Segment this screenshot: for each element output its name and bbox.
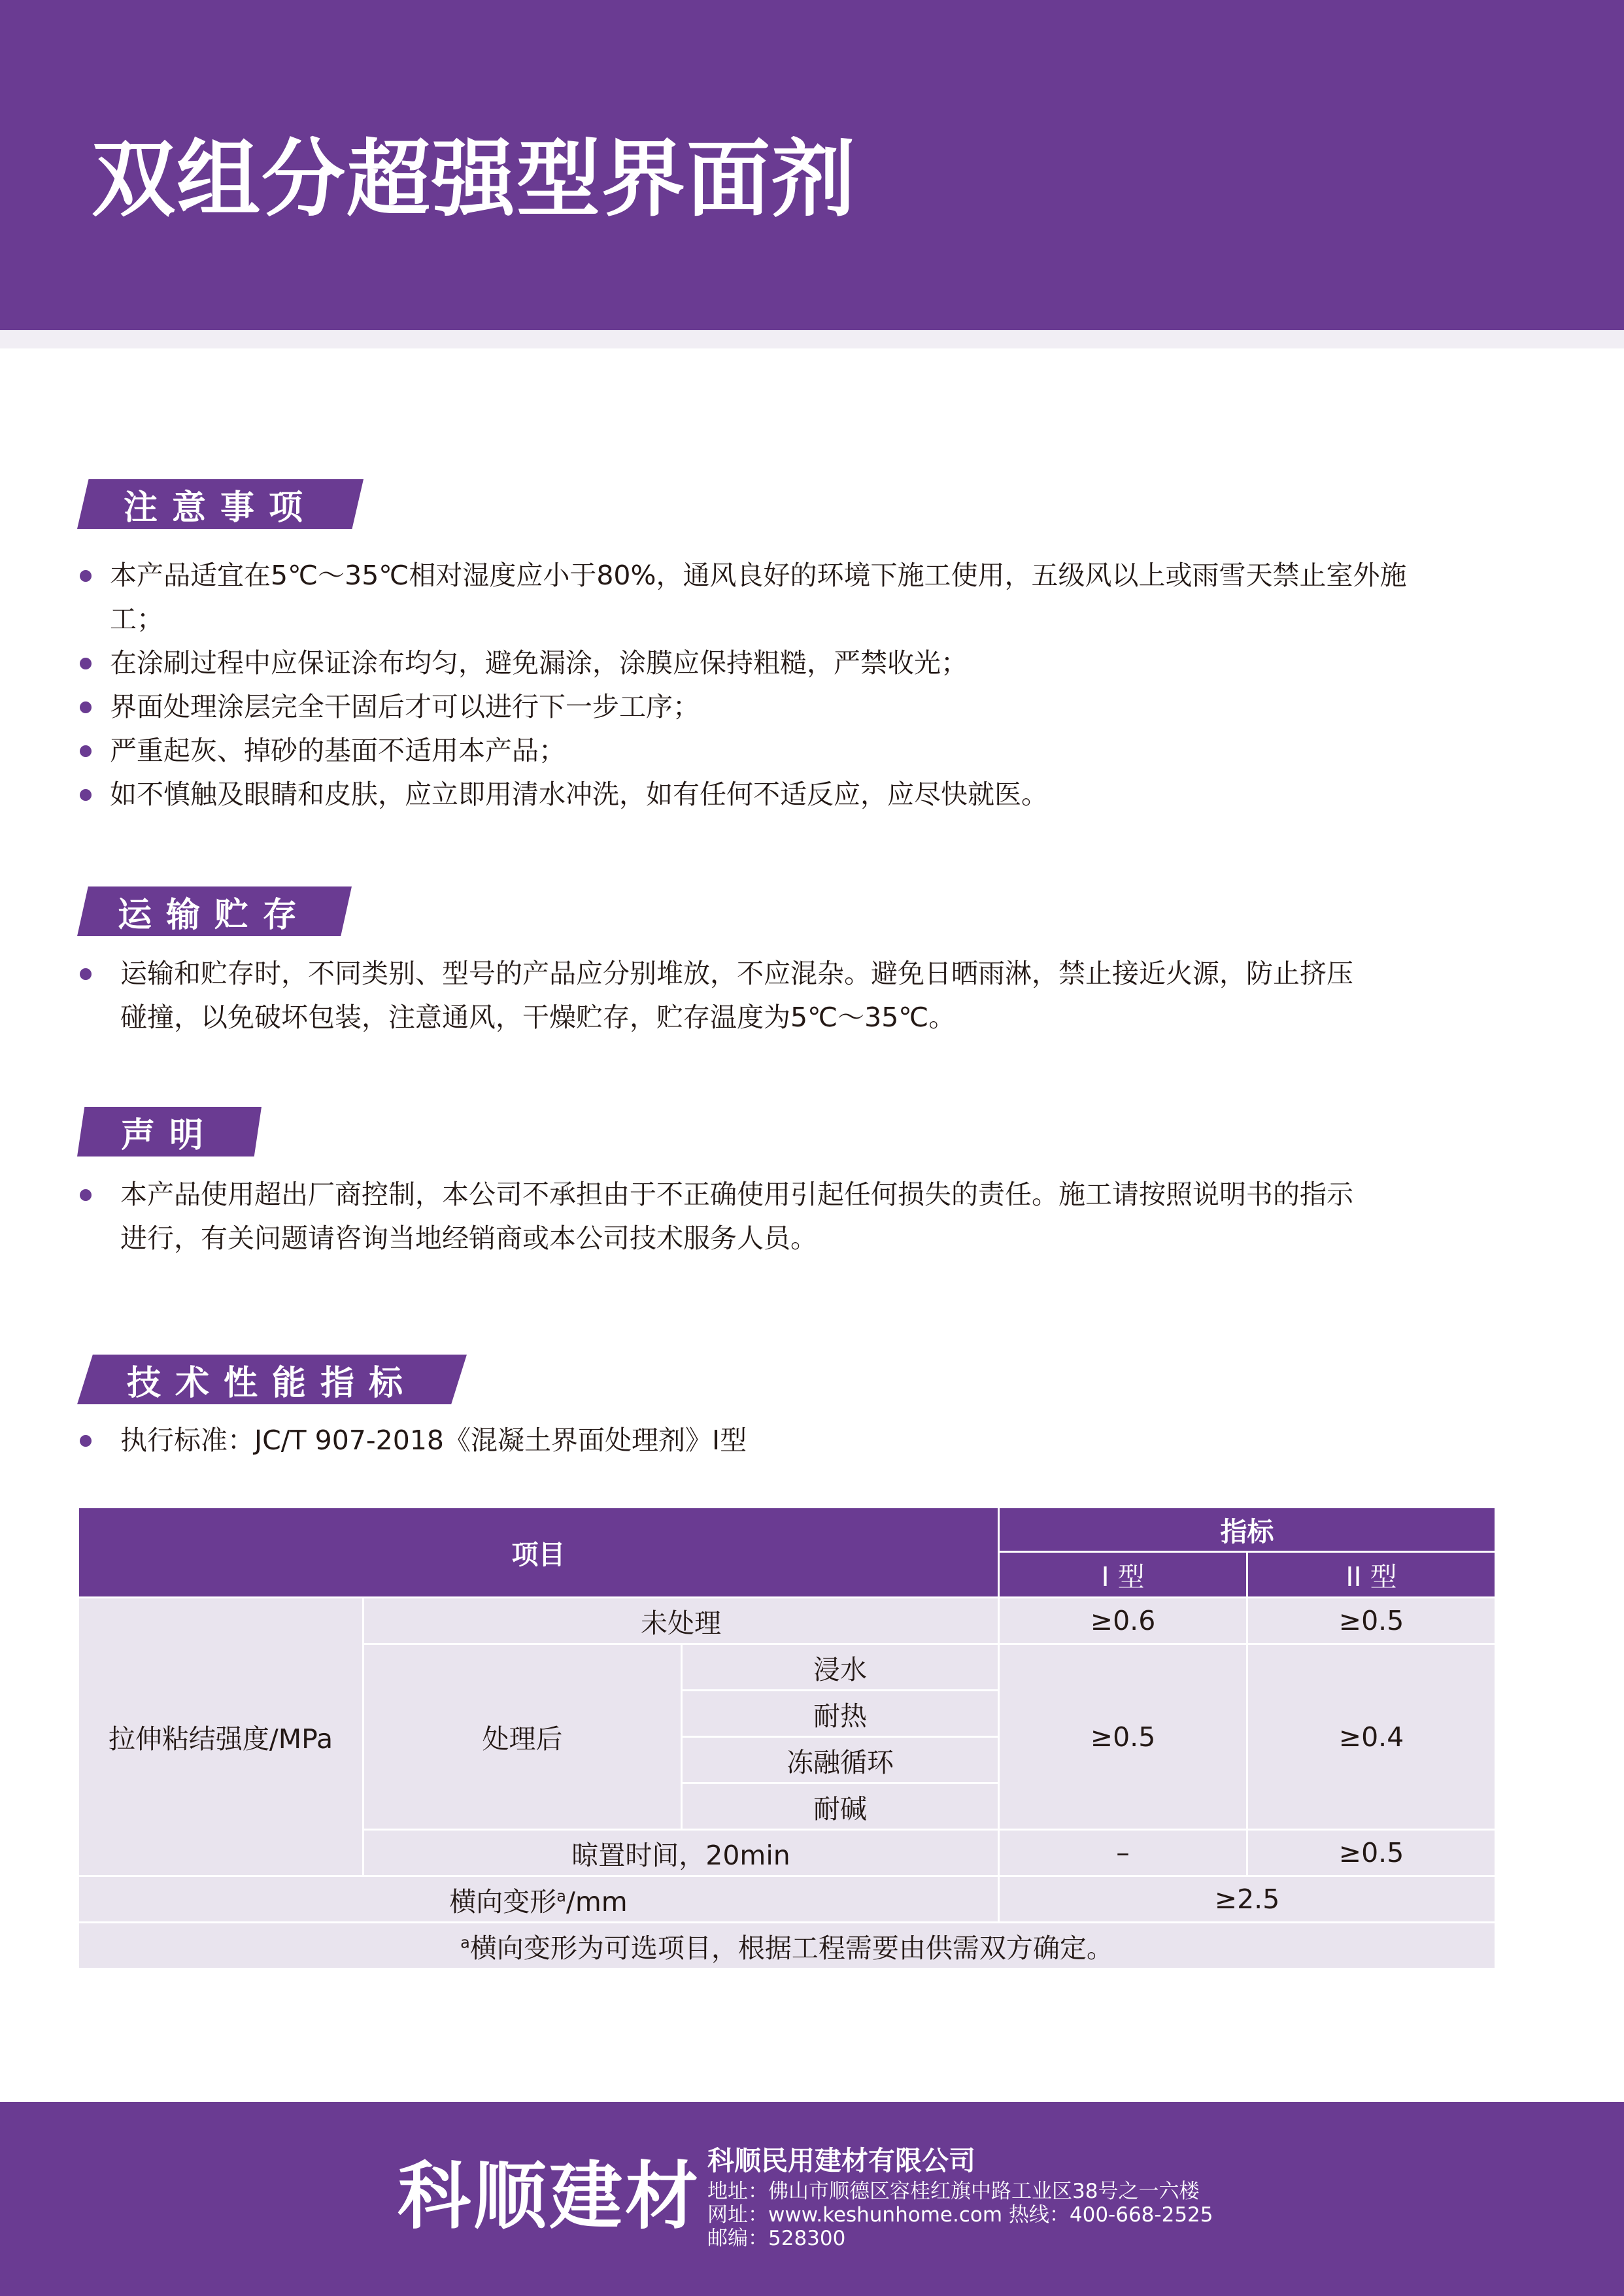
section-tag-label: 声明	[120, 1115, 218, 1155]
table-row	[78, 1508, 1496, 1552]
bullet-icon	[80, 1435, 92, 1447]
tech-list	[120, 1419, 1546, 1462]
bullet-icon	[80, 658, 92, 669]
table-cell-footnote: $^a$横向变形为可选项目，根据工程需要由供需双方确定。	[78, 1923, 1496, 1969]
header-divider	[0, 330, 1624, 348]
table-cell-value: ≥2.5	[999, 1876, 1496, 1923]
table-cell-condition: 浸水	[682, 1644, 999, 1691]
section-tag-notes	[77, 479, 364, 529]
bullet-icon	[80, 968, 92, 980]
bullet-icon	[80, 1189, 92, 1201]
list-item: 在涂刷过程中应保证涂布均匀，避免漏涂，涂膜应保持粗糙，严禁收光；	[110, 641, 1548, 685]
page-title: 双组分超强型界面剂	[92, 131, 857, 228]
list-item: 碰撞，以免破坏包装，注意通风，干燥贮存，贮存温度为5℃～35℃。	[120, 1002, 956, 1033]
table-cell-value: –	[999, 1830, 1247, 1876]
table-cell-condition: 耐碱	[682, 1783, 999, 1830]
company-address: 地址：佛山市顺德区容桂红旗中路工业区38号之一六楼	[707, 2180, 1200, 2203]
list-item: 如不慎触及眼睛和皮肤，应立即用清水冲洗，如有任何不适反应，应尽快就医。	[110, 773, 1548, 817]
table-cell-condition: 冻融循环	[682, 1737, 999, 1783]
table-cell-treated: 处理后	[364, 1644, 682, 1830]
table-cell-condition: 耐热	[682, 1691, 999, 1737]
company-name: 科顺民用建材有限公司	[707, 2145, 975, 2176]
table-header-item: 项目	[78, 1508, 999, 1598]
list-item	[120, 1419, 1546, 1462]
company-web-hotline: 网址：www.keshunhome.com 热线：400-668-2525	[707, 2203, 1213, 2227]
table-row	[78, 1923, 1496, 1969]
list-item: 运输和贮存时，不同类别、型号的产品应分别堆放，不应混杂。避免日晒雨淋，禁止接近火源，防止挤压	[120, 952, 1546, 996]
section-tag-label: 注意事项	[123, 488, 317, 528]
table-cell-lateral: 横向变形$^a$/mm	[78, 1876, 999, 1923]
bullet-icon	[80, 570, 92, 582]
section-tag-transport	[77, 886, 352, 936]
table-header-type1: I 型	[999, 1552, 1247, 1598]
standard-text: 执行标准：JC/T 907-2018《混凝土界面处理剂》I型	[120, 1425, 747, 1456]
brand-logo: 科顺建材	[398, 2154, 701, 2239]
transport-list	[120, 952, 1546, 1039]
table-header-index: 指标	[999, 1508, 1496, 1552]
list-item: 本产品适宜在5℃～35℃相对湿度应小于80%，通风良好的环境下施工使用，五级风以上或雨雪天禁止室外施	[110, 554, 1548, 598]
bullet-icon	[80, 789, 92, 801]
table-cell-value: ≥0.5	[1247, 1830, 1496, 1876]
company-info	[707, 2142, 1213, 2250]
notes-list	[110, 554, 1548, 817]
list-item: 工；	[110, 603, 163, 635]
table-cell-airing: 晾置时间，20min	[364, 1830, 999, 1876]
list-item: 界面处理涂层完全干固后才可以进行下一步工序；	[110, 685, 1548, 729]
table-cell-tensile: 拉伸粘结强度/MPa	[78, 1598, 364, 1876]
section-tag-label: 技术性能指标	[126, 1363, 417, 1403]
table-cell-value: ≥0.5	[999, 1644, 1247, 1830]
list-item: 进行，有关问题请咨询当地经销商或本公司技术服务人员。	[120, 1223, 817, 1254]
list-item: 本产品使用超出厂商控制，本公司不承担由于不正确使用引起任何损失的责任。施工请按照说明书的指示	[120, 1173, 1546, 1217]
table-header-type2: II 型	[1247, 1552, 1496, 1598]
header-banner	[0, 0, 1624, 330]
table-row	[78, 1598, 1496, 1644]
table-cell-value: ≥0.5	[1247, 1598, 1496, 1644]
section-tag-tech	[77, 1355, 467, 1404]
section-tag-label: 运输贮存	[117, 895, 311, 935]
company-postcode: 邮编：528300	[707, 2227, 846, 2250]
bullet-icon	[80, 745, 92, 757]
table-cell-value: ≥0.6	[999, 1598, 1247, 1644]
table-cell-untreated: 未处理	[364, 1598, 999, 1644]
table-row	[78, 1876, 1496, 1923]
bullet-icon	[80, 701, 92, 713]
spec-table	[77, 1506, 1497, 1970]
list-item: 严重起灰、掉砂的基面不适用本产品；	[110, 729, 1548, 773]
statement-list	[120, 1173, 1546, 1260]
section-tag-statement	[77, 1107, 262, 1156]
table-cell-value: ≥0.4	[1247, 1644, 1496, 1830]
